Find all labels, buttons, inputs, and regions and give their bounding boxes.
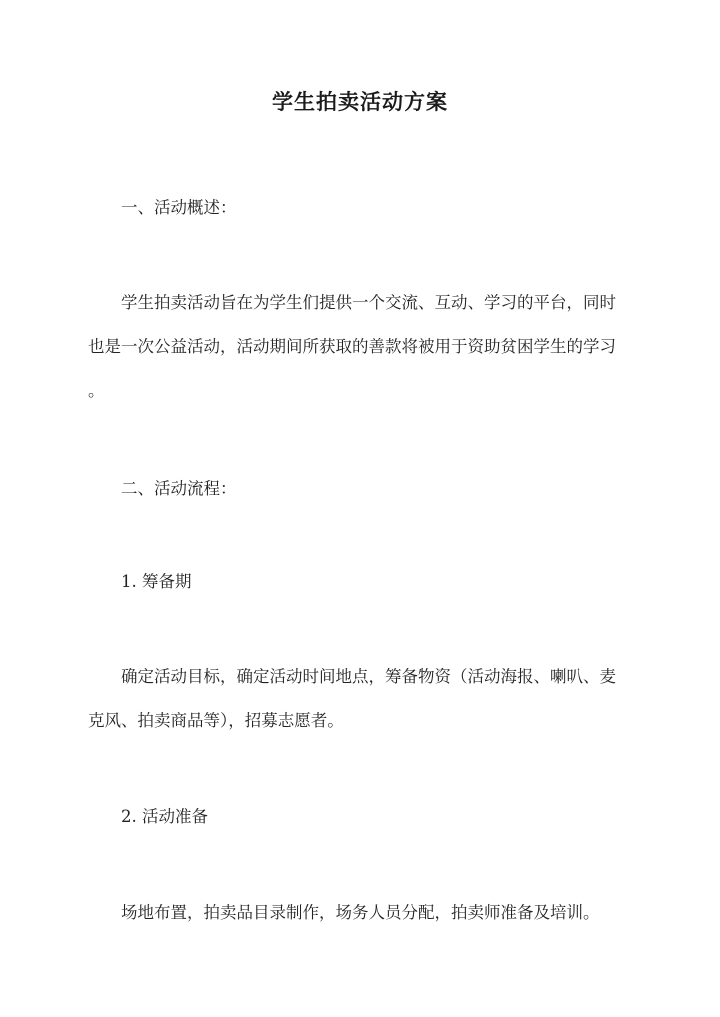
paragraph-line: 学生拍卖活动旨在为学生们提供一个交流、互动、学习的平台，同时 — [121, 293, 616, 312]
document-title: 学生拍卖活动方案 — [272, 89, 448, 114]
paragraph-line: 确定活动目标，确定活动时间地点，筹备物资（活动海报、喇叭、麦 — [121, 667, 616, 686]
paragraph-line: 场地布置，拍卖品目录制作，场务人员分配，拍卖师准备及培训。 — [121, 903, 600, 922]
paragraph-line: 。 — [88, 381, 105, 400]
section-heading-process: 二、活动流程： — [121, 479, 237, 498]
step-heading-activity-preparation: 2. 活动准备 — [121, 807, 208, 826]
paragraph-line: 克风、拍卖商品等），招募志愿者。 — [88, 711, 344, 730]
paragraph-line: 也是一次公益活动，活动期间所获取的善款将被用于资助贫困学生的学习 — [88, 337, 616, 356]
step-heading-preparation-period: 1. 筹备期 — [121, 572, 192, 591]
section-heading-overview: 一、活动概述： — [121, 198, 237, 217]
